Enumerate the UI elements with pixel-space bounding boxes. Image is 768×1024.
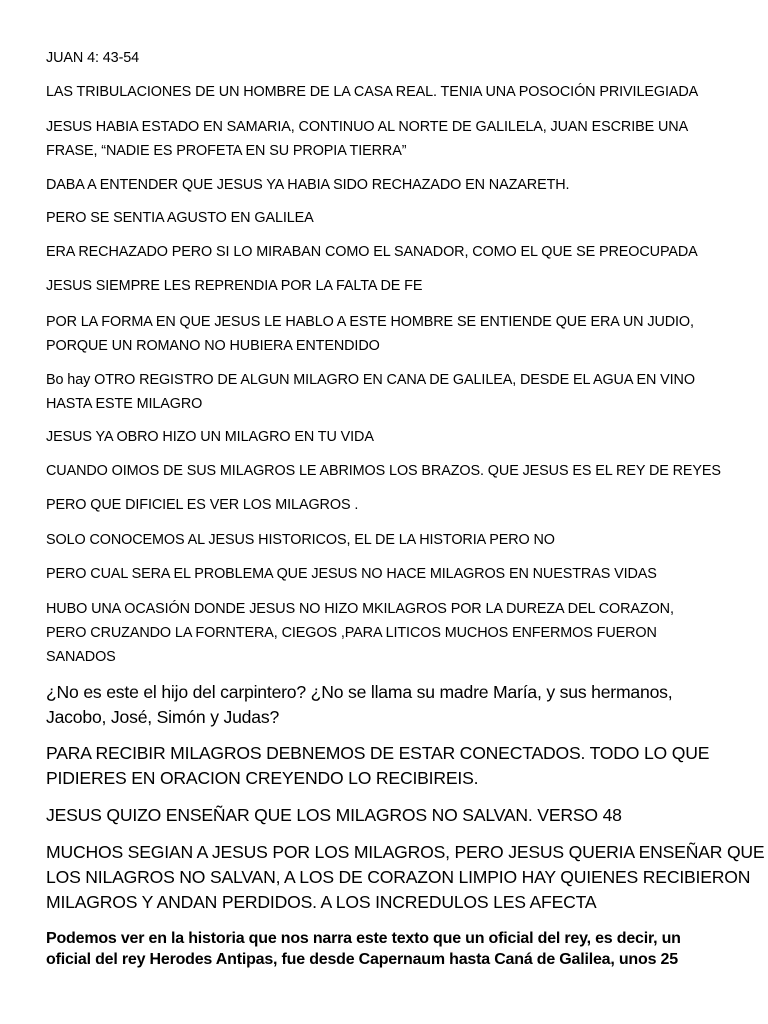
text-line: CUANDO OIMOS DE SUS MILAGROS LE ABRIMOS LOS BRAZOS. QUE JESUS ES EL REY DE REYES [46,463,721,479]
text-line: Bo hay OTRO REGISTRO DE ALGUN MILAGRO EN CANA DE GALILEA, DESDE EL AGUA EN VINO [46,372,695,388]
text-line: SANADOS [46,649,116,665]
paragraph [46,368,736,416]
text-line: SOLO CONOCEMOS AL JESUS HISTORICOS, EL DE LA HISTORIA PERO NO [46,532,555,548]
text-line: PERO SE SENTIA AGUSTO EN GALILEA [46,210,314,226]
paragraph [46,803,736,828]
text-line: PERO CUAL SERA EL PROBLEMA QUE JESUS NO HACE MILAGROS EN NUESTRAS VIDAS [46,566,657,582]
text-line: MILAGROS Y ANDAN PERDIDOS. A LOS INCREDULOS LES AFECTA [46,892,597,912]
paragraph [46,206,736,230]
text-line: DABA A ENTENDER QUE JESUS YA HABIA SIDO RECHAZADO EN NAZARETH. [46,177,570,193]
paragraph [46,115,736,163]
text-line: PIDIERES EN ORACION CREYENDO LO RECIBIREIS. [46,768,479,788]
paragraph [46,173,736,197]
text-line: ERA RECHAZADO PERO SI LO MIRABAN COMO EL SANADOR, COMO EL QUE SE PREOCUPADA [46,244,698,260]
text-line: POR LA FORMA EN QUE JESUS LE HABLO A ESTE HOMBRE SE ENTIENDE QUE ERA UN JUDIO, [46,314,694,330]
paragraph [46,459,736,483]
paragraph [46,528,736,552]
paragraph [46,562,736,586]
text-line: JESUS SIEMPRE LES REPRENDIA POR LA FALTA DE FE [46,278,423,294]
text-line: PERO CRUZANDO LA FORNTERA, CIEGOS ,PARA LITICOS MUCHOS ENFERMOS FUERON [46,625,657,641]
paragraph [46,274,736,298]
text-line: JESUS QUIZO ENSEÑAR QUE LOS MILAGROS NO SALVAN. VERSO 48 [46,805,622,825]
text-line: JESUS HABIA ESTADO EN SAMARIA, CONTINUO AL NORTE DE GALILELA, JUAN ESCRIBE UNA [46,119,689,135]
paragraph [46,597,736,669]
document-heading [46,46,736,70]
text-line: JUAN 4: 43-54 [46,50,140,66]
text-line: MUCHOS SEGIAN A JESUS POR LOS MILAGROS, PERO JESUS QUERIA ENSEÑAR QUE [46,842,765,862]
text-line: HASTA ESTE MILAGRO [46,396,203,412]
text-line: LOS NILAGROS NO SALVAN, A LOS DE CORAZON LIMPIO HAY QUIENES RECIBIERON [46,867,751,887]
text-line: FRASE, “NADIE ES PROFETA EN SU PROPIA TIERRA” [46,143,407,159]
text-line: PERO QUE DIFICIEL ES VER LOS MILAGROS . [46,497,359,513]
text-line: oficial del rey Herodes Antipas, fue desde Capernaum hasta Caná de Galilea, unos 25 [46,951,678,968]
text-line: Podemos ver en la historia que nos narra este texto que un oficial del rey, es decir, un [46,930,681,947]
paragraph [46,840,765,915]
paragraph [46,425,736,449]
text-line: HUBO UNA OCASIÓN DONDE JESUS NO HIZO MKILAGROS POR LA DUREZA DEL CORAZON, [46,601,674,617]
text-line: PORQUE UN ROMANO NO HUBIERA ENTENDIDO [46,338,380,354]
paragraph [46,741,736,791]
paragraph [46,240,736,264]
text-line: JESUS YA OBRO HIZO UN MILAGRO EN TU VIDA [46,429,374,445]
paragraph [46,493,736,517]
text-line: ¿No es este el hijo del carpintero? ¿No se llama su madre María, y sus hermanos, [46,682,673,702]
paragraph [46,928,736,970]
text-line: LAS TRIBULACIONES DE UN HOMBRE DE LA CASA REAL. TENIA UNA POSOCIÓN PRIVILEGIADA [46,84,699,100]
paragraph [46,80,736,104]
paragraph [46,680,736,730]
text-line: Jacobo, José, Simón y Judas? [46,707,280,727]
text-line: PARA RECIBIR MILAGROS DEBNEMOS DE ESTAR CONECTADOS. TODO LO QUE [46,743,710,763]
paragraph [46,310,736,358]
